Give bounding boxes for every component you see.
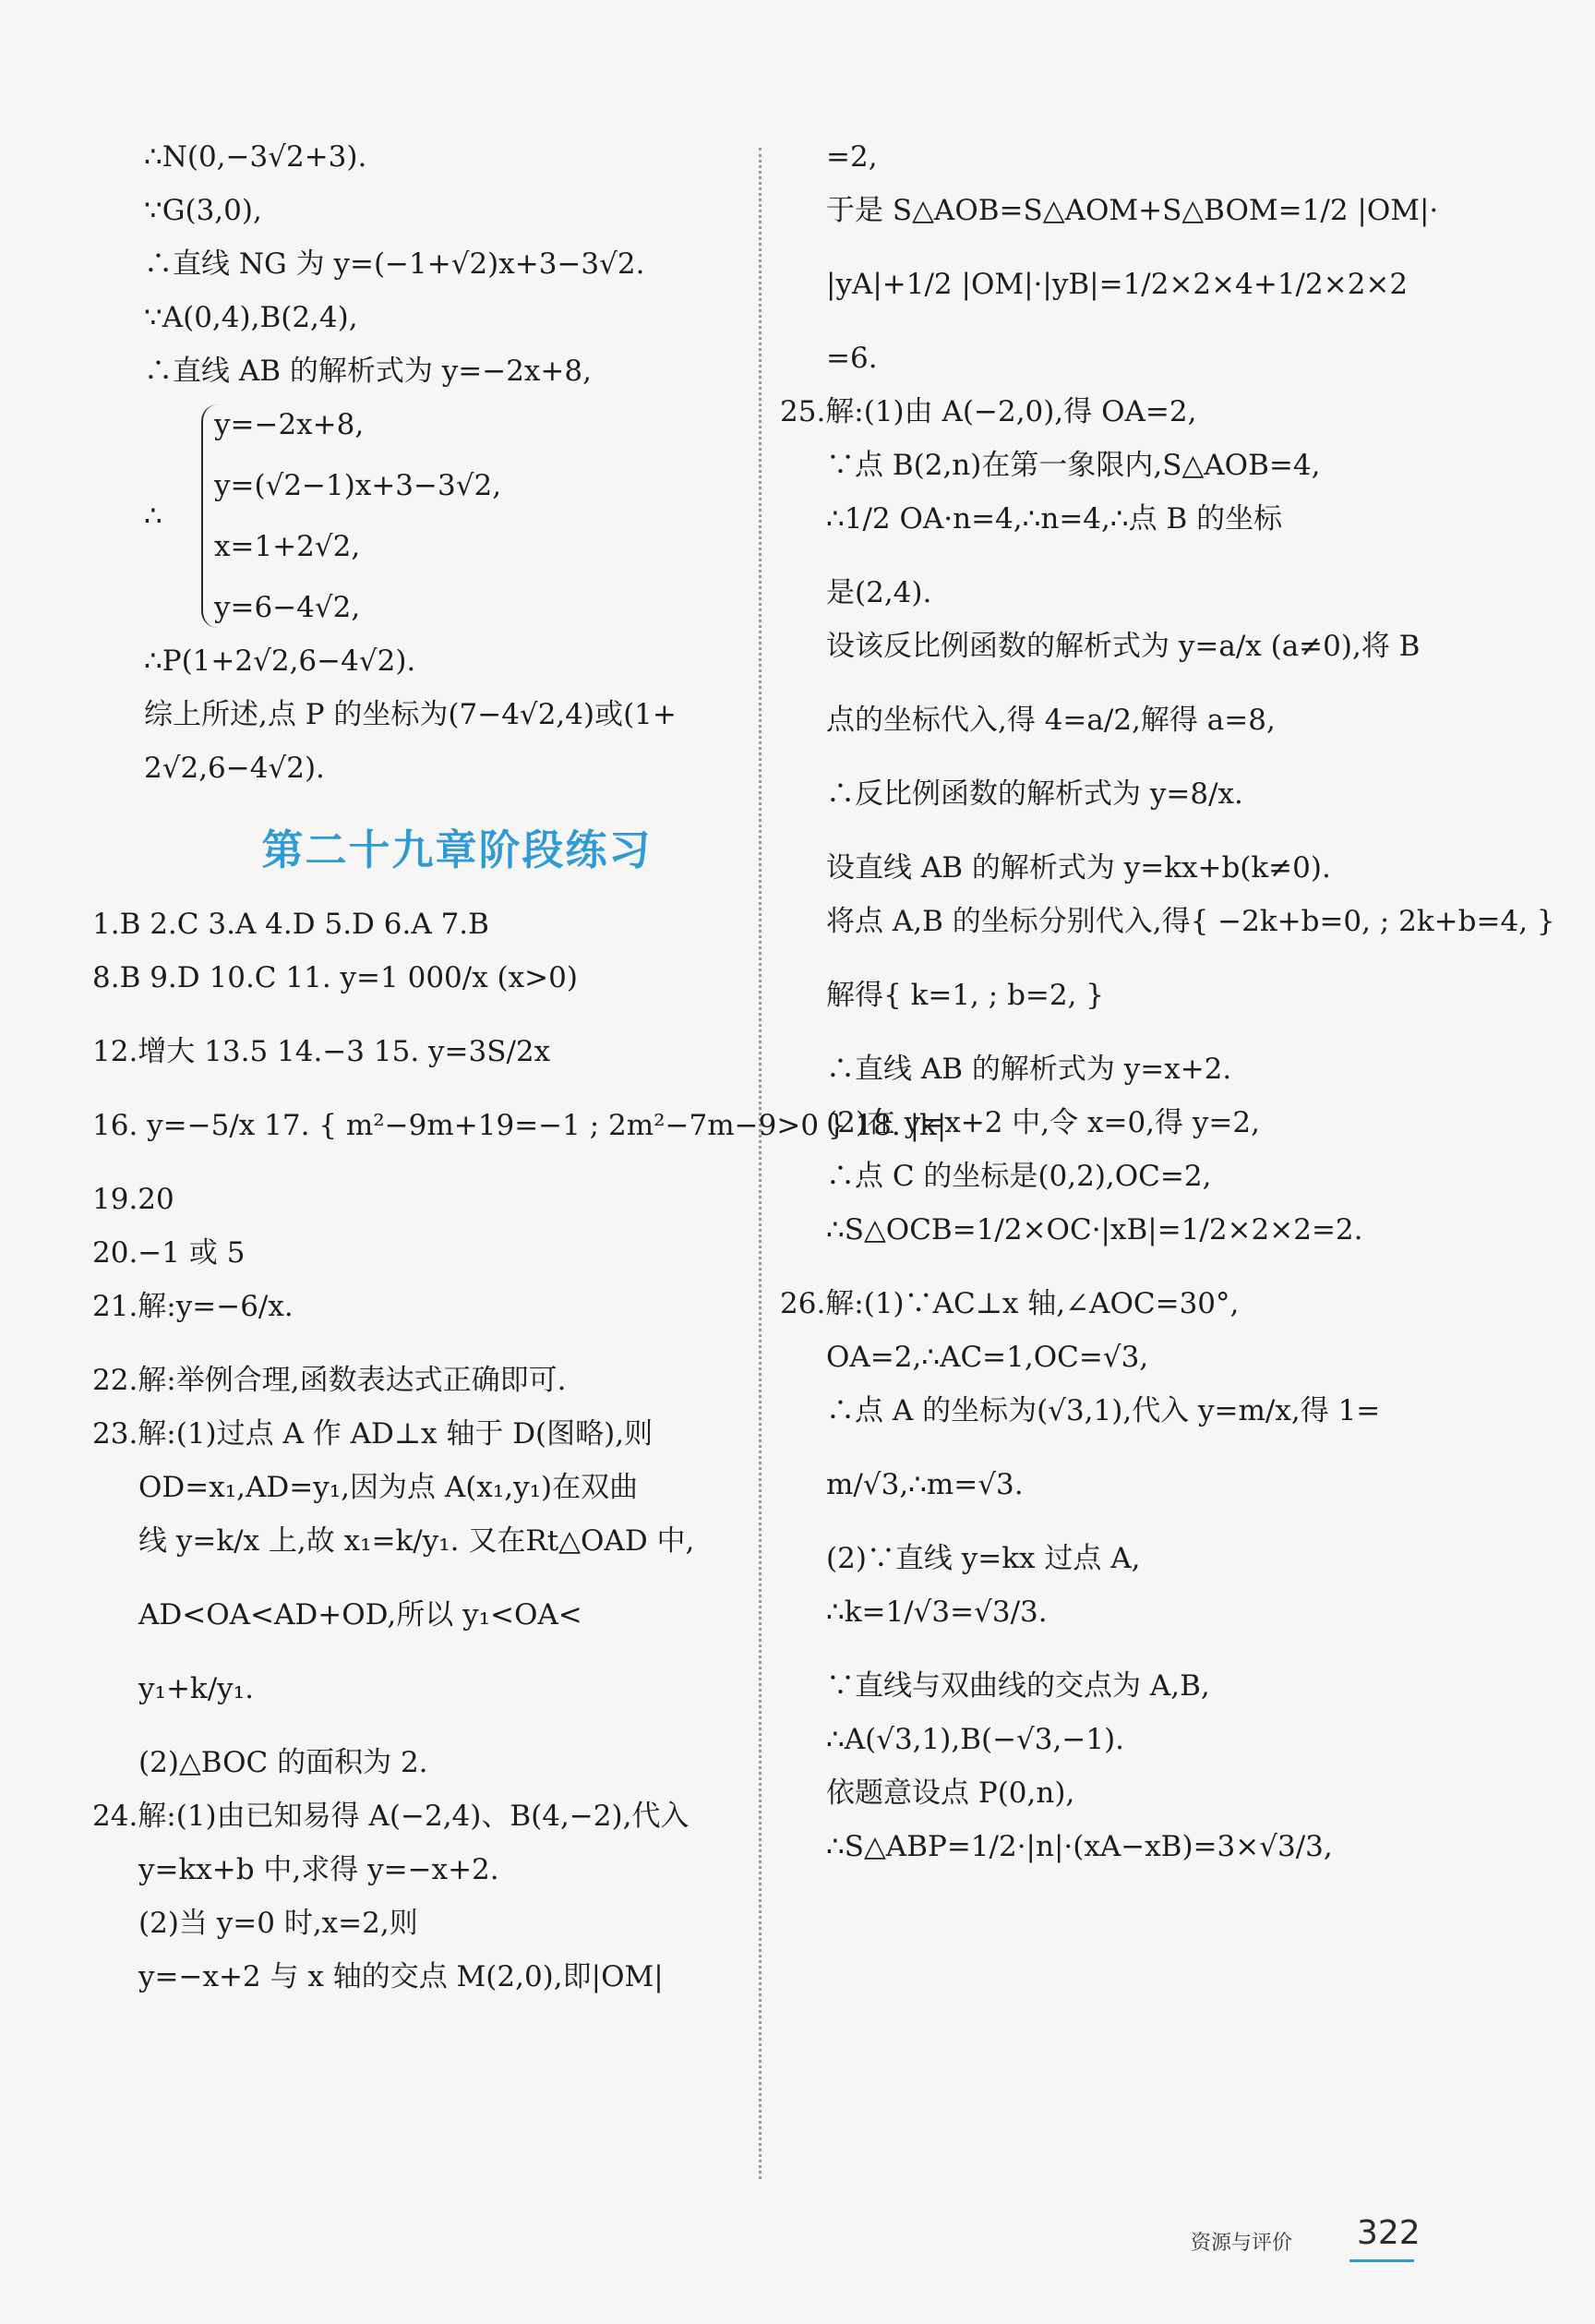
system-line: x=1+2√2, <box>214 530 361 563</box>
text-line: ∴直线 AB 的解析式为 y=−2x+8, <box>144 355 592 388</box>
text-line: 综上所述,点 P 的坐标为(7−4√2,4)或(1+ <box>144 698 677 731</box>
footer-book-label: 资源与评价 <box>1191 2232 1293 2255</box>
text-line: 设直线 AB 的解析式为 y=kx+b(k≠0). <box>826 851 1331 885</box>
text-line: ∴直线 AB 的解析式为 y=x+2. <box>826 1053 1232 1086</box>
text-line: OA=2,∴AC=1,OC=√3, <box>826 1341 1149 1374</box>
answer-line: OD=x₁,AD=y₁,因为点 A(x₁,y₁)在双曲 <box>138 1471 639 1504</box>
answer-line: (2)△BOC 的面积为 2. <box>138 1746 428 1779</box>
page-number-underline <box>1349 2259 1414 2262</box>
answer-line: 8.B 9.D 10.C 11. y=1 000/x (x>0) <box>92 961 578 994</box>
text-line: ∴P(1+2√2,6−4√2). <box>144 644 416 678</box>
answer-line: 23.解:(1)过点 A 作 AD⊥x 轴于 D(图略),则 <box>92 1417 654 1451</box>
answer-line: 21.解:y=−6/x. <box>92 1290 294 1323</box>
text-line: ∴A(√3,1),B(−√3,−1). <box>826 1723 1125 1756</box>
text-line: 依题意设点 P(0,n), <box>826 1776 1075 1810</box>
text-line: m/√3,∴m=√3. <box>826 1468 1024 1501</box>
text-line: 将点 A,B 的坐标分别代入,得{ −2k+b=0, ; 2k+b=4, } <box>826 905 1555 938</box>
text-line: 点的坐标代入,得 4=a/2,解得 a=8, <box>826 704 1276 737</box>
text-line: =2, <box>826 140 878 174</box>
text-line: 26.解:(1)∵AC⊥x 轴,∠AOC=30°, <box>780 1287 1240 1320</box>
text-line: 是(2,4). <box>826 576 932 609</box>
text-line: ∴S△OCB=1/2×OC·|xB|=1/2×2×2=2. <box>826 1213 1363 1246</box>
text-line: 解得{ k=1, ; b=2, } <box>826 979 1105 1012</box>
answer-line: 19.20 <box>92 1183 174 1216</box>
text-line: ∴N(0,−3√2+3). <box>144 140 367 174</box>
right-column <box>780 137 1555 1880</box>
answer-line: 24.解:(1)由已知易得 A(−2,4)、B(4,−2),代入 <box>92 1800 690 1833</box>
answer-line: 22.解:举例合理,函数表达式正确即可. <box>92 1364 567 1397</box>
text-line: ∴直线 NG 为 y=(−1+√2)x+3−3√2. <box>144 247 645 281</box>
answer-line: 1.B 2.C 3.A 4.D 5.D 6.A 7.B <box>92 908 489 941</box>
therefore-symbol: ∴ <box>144 500 162 533</box>
answer-line: AD<OA<AD+OD,所以 y₁<OA< <box>138 1598 582 1632</box>
text-line: (2)在 y=x+2 中,令 x=0,得 y=2, <box>826 1106 1260 1139</box>
page-number: 322 <box>1357 2214 1421 2252</box>
text-line: ∵G(3,0), <box>144 194 262 227</box>
text-line: ∴1/2 OA·n=4,∴n=4,∴点 B 的坐标 <box>826 502 1283 536</box>
system-line: y=(√2−1)x+3−3√2, <box>214 469 502 502</box>
system-line: y=6−4√2, <box>214 591 361 624</box>
text-line: 设该反比例函数的解析式为 y=a/x (a≠0),将 B <box>826 630 1421 663</box>
text-line: ∴S△ABP=1/2·|n|·(xA−xB)=3×√3/3, <box>826 1830 1333 1863</box>
text-line: =6. <box>826 342 878 375</box>
answer-line: 12.增大 13.5 14.−3 15. y=3S/2x <box>92 1035 551 1068</box>
text-line: |yA|+1/2 |OM|·|yB|=1/2×2×4+1/2×2×2 <box>826 268 1409 301</box>
answer-line: y=−x+2 与 x 轴的交点 M(2,0),即|OM| <box>138 1960 664 1993</box>
chapter-title: 第二十九章阶段练习 <box>261 825 653 874</box>
text-line: (2)∵直线 y=kx 过点 A, <box>826 1542 1141 1575</box>
text-line: 25.解:(1)由 A(−2,0),得 OA=2, <box>780 395 1197 428</box>
text-line: ∵A(0,4),B(2,4), <box>144 301 358 334</box>
system-line: y=−2x+8, <box>214 408 365 441</box>
text-line: 2√2,6−4√2). <box>144 752 325 785</box>
text-line: ∵点 B(2,n)在第一象限内,S△AOB=4, <box>826 449 1321 482</box>
answer-line: 20.−1 或 5 <box>92 1236 246 1270</box>
text-line: ∴反比例函数的解析式为 y=8/x. <box>826 777 1243 811</box>
answer-line: 16. y=−5/x 17. { m²−9m+19=−1 ; 2m²−7m−9>0 } 18. |k| <box>92 1109 947 1142</box>
column-divider <box>759 148 762 2179</box>
system-brace <box>201 404 738 628</box>
text-line: 于是 S△AOB=S△AOM+S△BOM=1/2 |OM|· <box>826 194 1439 227</box>
text-line: ∴k=1/√3=√3/3. <box>826 1595 1048 1629</box>
equation-system <box>144 404 738 628</box>
text-line: ∴点 A 的坐标为(√3,1),代入 y=m/x,得 1= <box>826 1394 1381 1427</box>
text-line: ∴点 C 的坐标是(0,2),OC=2, <box>826 1160 1212 1193</box>
answer-line: 线 y=k/x 上,故 x₁=k/y₁. 又在Rt△OAD 中, <box>138 1524 695 1558</box>
answer-line: y₁+k/y₁. <box>138 1672 254 1705</box>
answer-line: y=kx+b 中,求得 y=−x+2. <box>138 1853 499 1886</box>
answer-line: (2)当 y=0 时,x=2,则 <box>138 1907 418 1940</box>
text-line: ∵直线与双曲线的交点为 A,B, <box>826 1669 1210 1703</box>
